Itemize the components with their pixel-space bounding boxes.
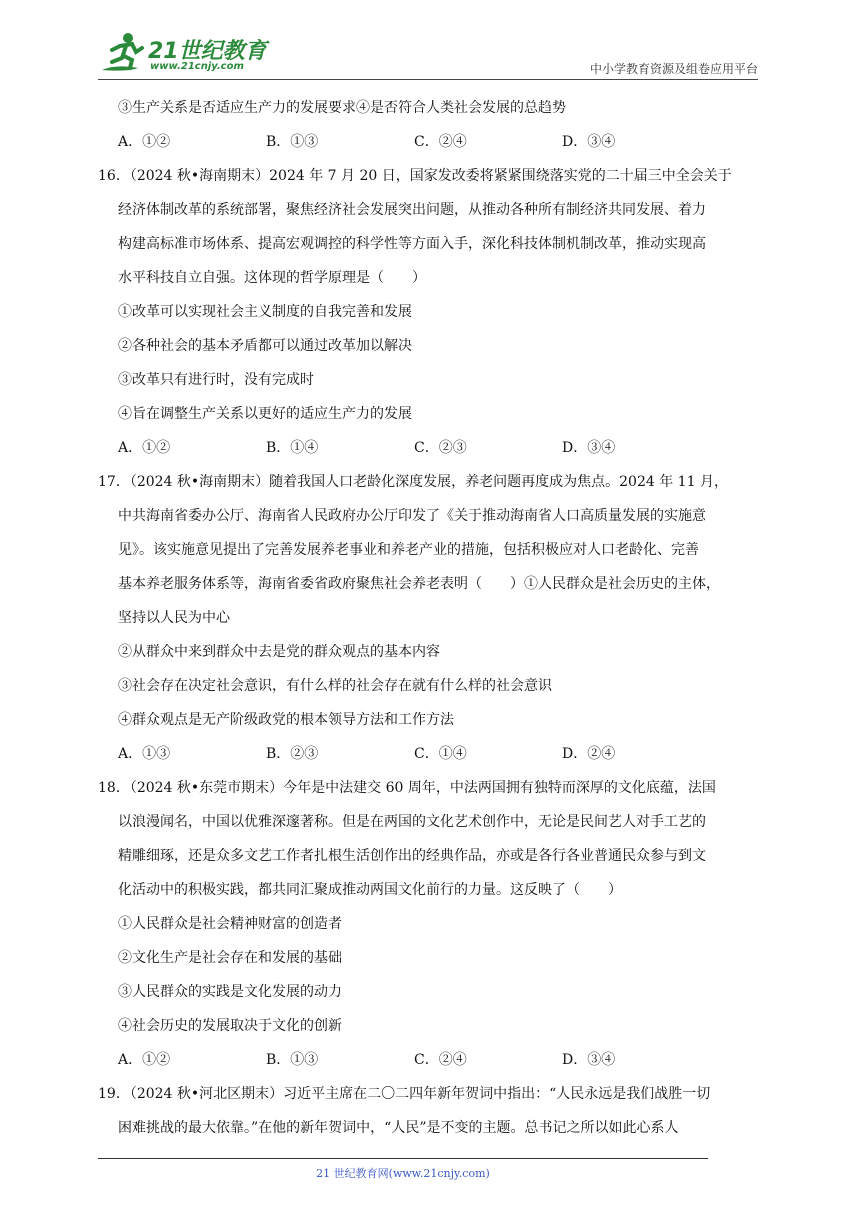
question-text-line: ②从群众中来到群众中去是党的群众观点的基本内容: [118, 644, 440, 660]
footer-link[interactable]: 21 世纪教育网(www.21cnjy.com): [316, 1167, 490, 1180]
question-stem: 17．（2024 秋•海南期末）随着我国人口老龄化深度发展，养老问题再度成为焦点。2024 年 11 月，: [98, 474, 728, 490]
question-text-line: 以浪漫闻名，中国以优雅深邃著称。但是在两国的文化艺术创作中，无论是民间艺人对手工艺的: [118, 814, 706, 830]
answer-option[interactable]: A．①②: [118, 440, 171, 456]
answer-option[interactable]: B．①③: [266, 1052, 319, 1068]
question-text-line: 中共海南省委办公厅、海南省人民政府办公厅印发了《关于推动海南省人口高质量发展的实施意: [118, 508, 706, 524]
question-text-line: 构建高标准市场体系、提高宏观调控的科学性等方面入手，深化科技体制机制改革，推动实现高: [118, 236, 706, 252]
page-header: [98, 30, 758, 78]
answer-option[interactable]: A．①②: [118, 134, 171, 150]
question-text-line: ④群众观点是无产阶级政党的根本领导方法和工作方法: [118, 712, 454, 728]
question-stem: 18．（2024 秋•东莞市期末）今年是中法建交 60 周年，中法两国拥有独特而深厚的文化底蕴，法国: [98, 780, 716, 796]
answer-option[interactable]: C．②④: [414, 134, 467, 150]
question-text-line: ④社会历史的发展取决于文化的创新: [118, 1018, 342, 1034]
logo-url: www.21cnjy.com: [150, 61, 244, 72]
answer-options: [118, 1052, 768, 1069]
answer-option[interactable]: B．①④: [266, 440, 319, 456]
question-text-line: 经济体制改革的系统部署，聚焦经济社会发展突出问题，从推动各种所有制经济共同发展、着力: [118, 202, 706, 218]
platform-name: 中小学教育资源及组卷应用平台: [589, 62, 758, 76]
question-text-line: 困难挑战的最大依靠。”在他的新年贺词中，“人民”是不变的主题。总书记之所以如此心系人: [118, 1120, 679, 1136]
answer-option[interactable]: D．③④: [562, 440, 616, 456]
question-text-line: ②文化生产是社会存在和发展的基础: [118, 950, 342, 966]
question-text-line: 见》。该实施意见提出了完善发展养老事业和养老产业的措施，包括积极应对人口老龄化、完善: [118, 542, 699, 558]
question-text-line: ③生产关系是否适应生产力的发展要求④是否符合人类社会发展的总趋势: [118, 100, 566, 116]
question-text-line: ③社会存在决定社会意识，有什么样的社会存在就有什么样的社会意识: [118, 678, 552, 694]
question-text-line: 水平科技自立自强。这体现的哲学原理是（ ）: [118, 270, 426, 286]
answer-options: [118, 134, 768, 151]
question-text-line: ③改革只有进行时，没有完成时: [118, 372, 314, 388]
answer-option[interactable]: B．②③: [266, 746, 319, 762]
footer-divider: [98, 1158, 708, 1159]
answer-option[interactable]: C．②④: [414, 1052, 467, 1068]
question-text-line: 化活动中的积极实践，都共同汇聚成推动两国文化前行的力量。这反映了（ ）: [118, 882, 622, 898]
answer-options: [118, 746, 768, 763]
question-text-line: ④旨在调整生产关系以更好的适应生产力的发展: [118, 406, 412, 422]
question-content: [98, 100, 768, 1154]
question-text-line: 基本养老服务体系等，海南省委省政府聚焦社会养老表明（ ）①人民群众是社会历史的主体，: [118, 576, 720, 592]
site-logo[interactable]: [98, 30, 268, 78]
answer-option[interactable]: C．①④: [414, 746, 467, 762]
answer-option[interactable]: D．③④: [562, 134, 616, 150]
logo-title: 21世纪教育: [148, 39, 267, 64]
question-stem: 16．（2024 秋•海南期末）2024 年 7 月 20 日，国家发改委将紧紧围绕落实党的二十届三中全会关于: [98, 168, 732, 184]
answer-option[interactable]: A．①③: [118, 746, 171, 762]
question-stem: 19．（2024 秋•河北区期末）习近平主席在二〇二四年新年贺词中指出：“人民永远是我们战胜一切: [98, 1086, 711, 1102]
question-text-line: ②各种社会的基本矛盾都可以通过改革加以解决: [118, 338, 412, 354]
question-text-line: ①改革可以实现社会主义制度的自我完善和发展: [118, 304, 412, 320]
header-divider: [98, 79, 758, 80]
question-text-line: ①人民群众是社会精神财富的创造者: [118, 916, 342, 932]
question-text-line: 坚持以人民为中心: [118, 610, 230, 626]
answer-option[interactable]: D．②④: [562, 746, 616, 762]
answer-option[interactable]: D．③④: [562, 1052, 616, 1068]
runner-logo-icon: [98, 30, 150, 76]
answer-option[interactable]: B．①③: [266, 134, 319, 150]
question-text-line: 精雕细琢，还是众多文艺工作者扎根生活创作出的经典作品，亦或是各行各业普通民众参与到文: [118, 848, 706, 864]
question-text-line: ③人民群众的实践是文化发展的动力: [118, 984, 342, 1000]
answer-options: [118, 440, 768, 457]
answer-option[interactable]: A．①②: [118, 1052, 171, 1068]
answer-option[interactable]: C．②③: [414, 440, 467, 456]
